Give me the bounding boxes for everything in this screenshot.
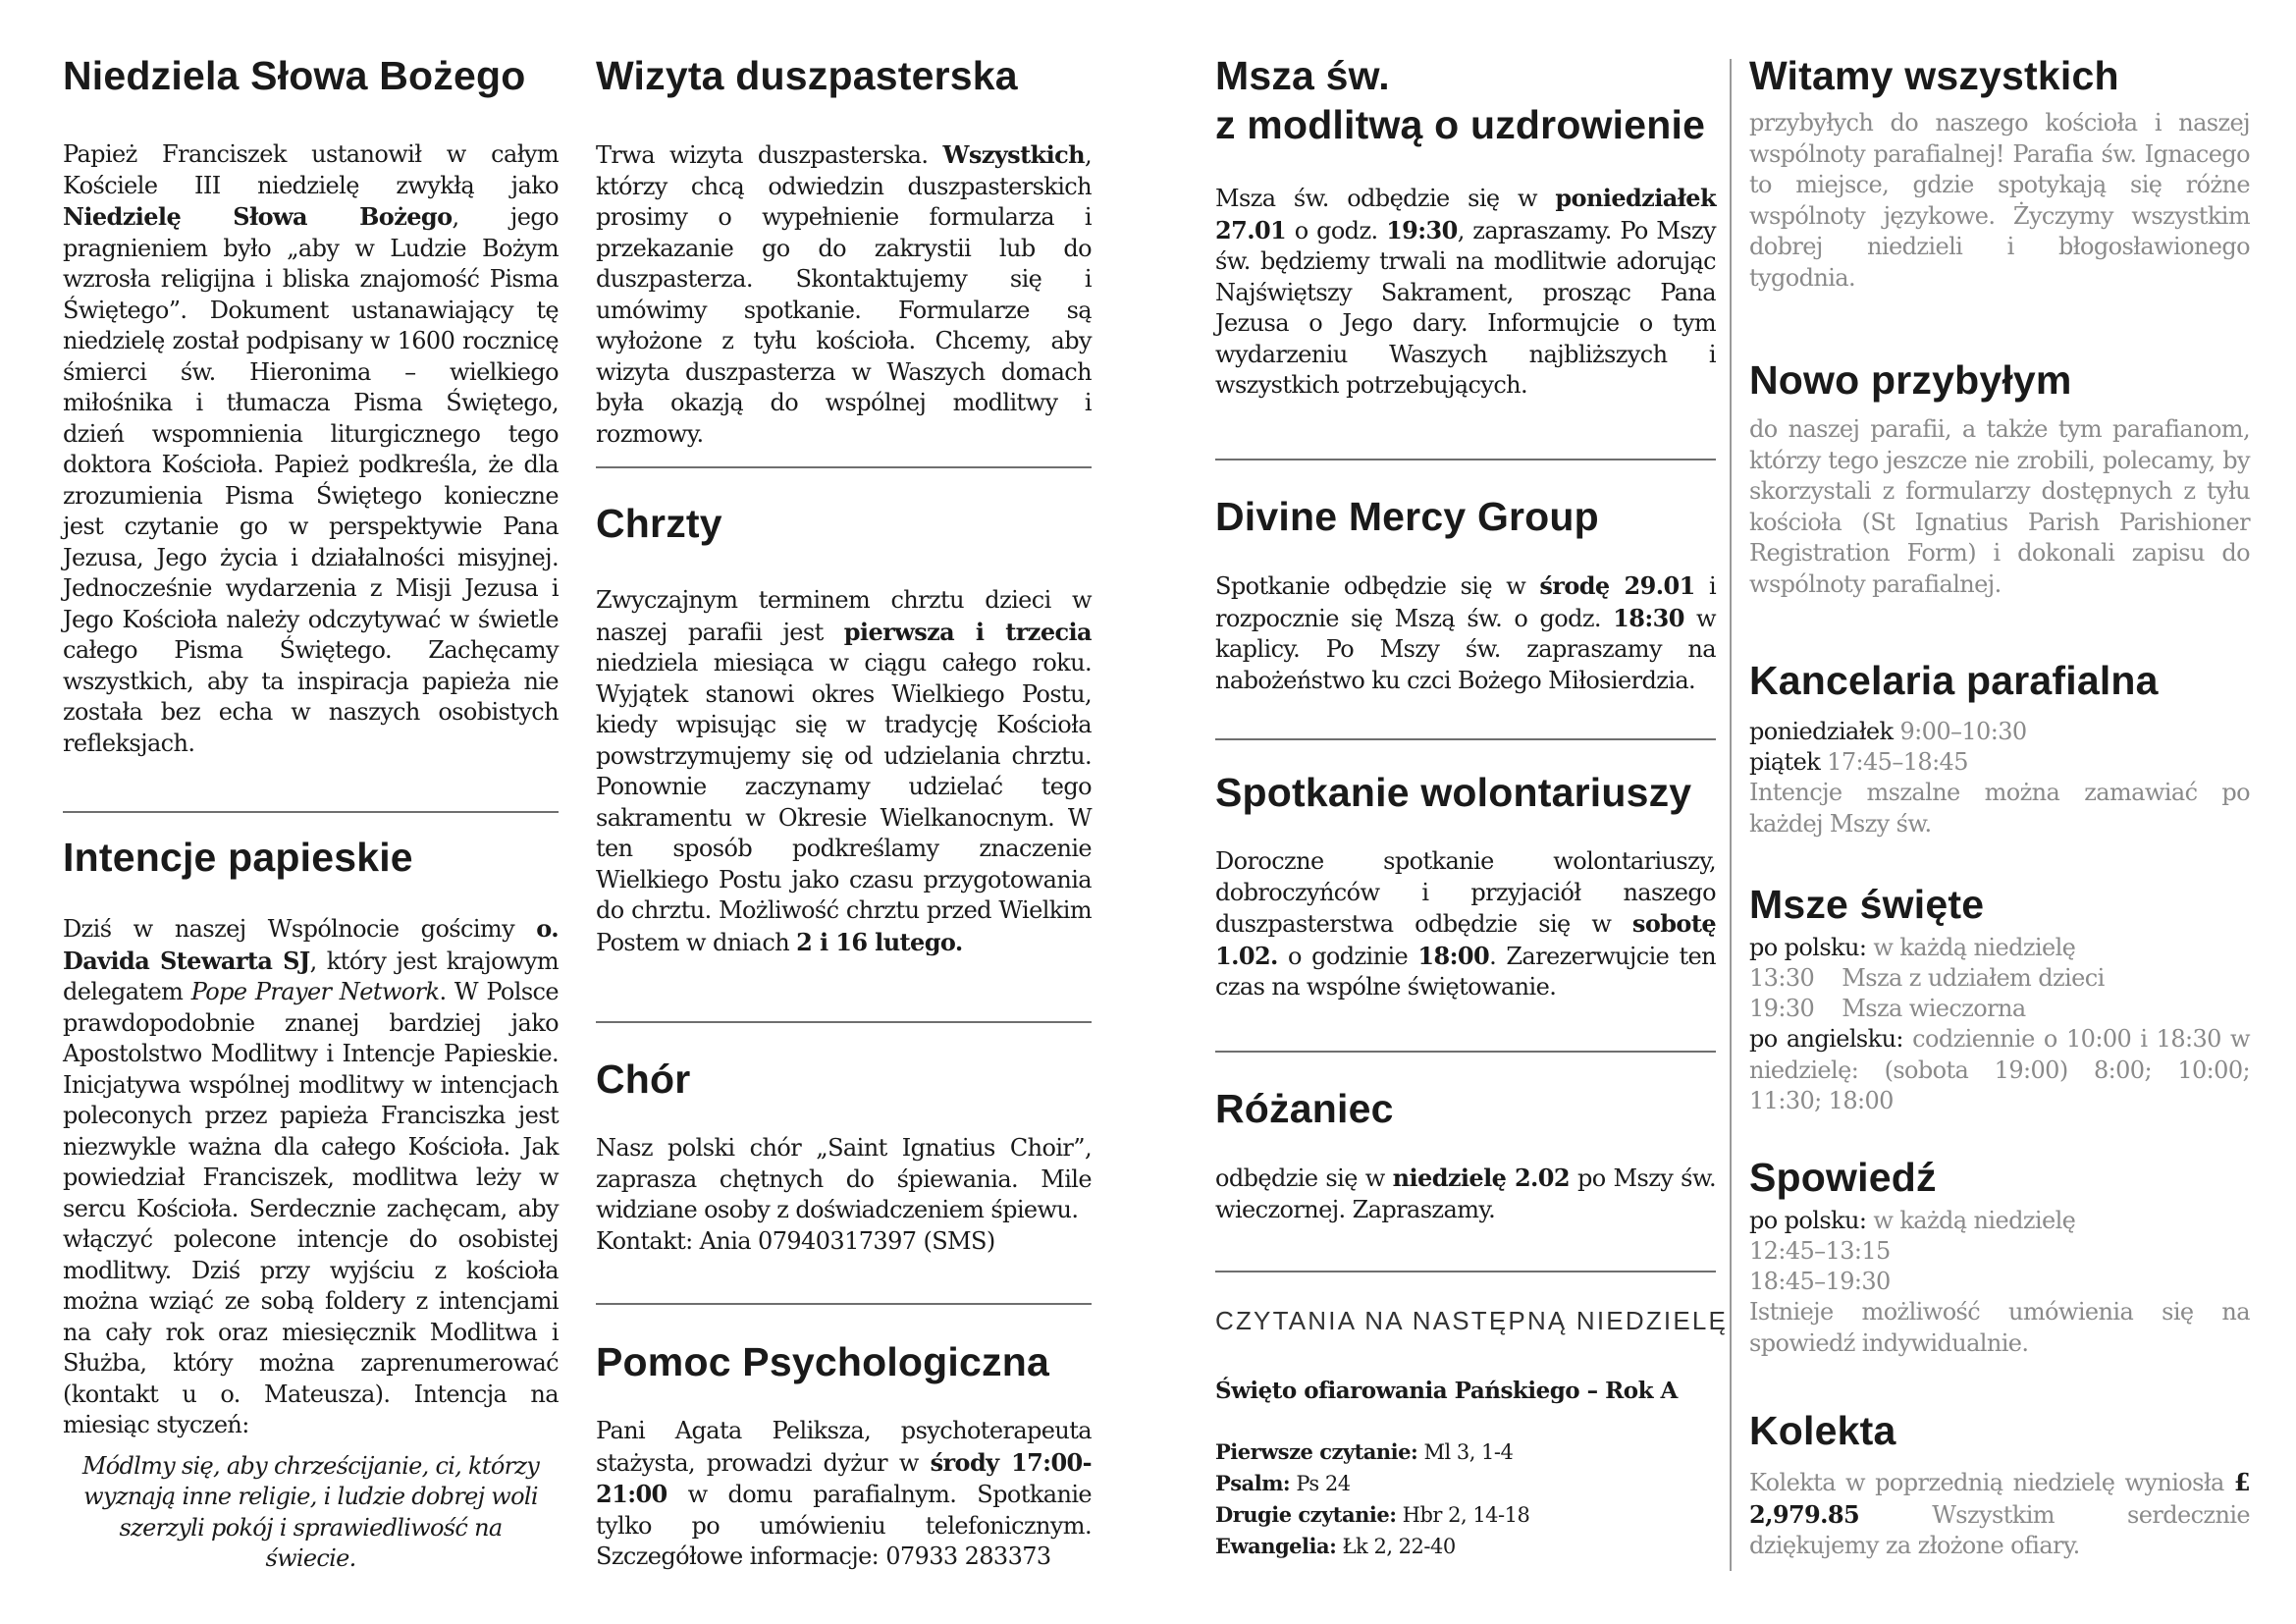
section-title: Spotkanie wolontariuszy (1215, 770, 1692, 815)
section-title: Witamy wszystkich (1749, 53, 2119, 98)
confession-time-2: 18:45–19:30 (1749, 1268, 1891, 1295)
section-title: Nowo przybyłym (1749, 357, 2072, 403)
divider (1215, 1051, 1716, 1053)
section-divine-mercy (1215, 492, 1716, 696)
mass-time-evening: 19:30 Msza wieczorna (1749, 995, 2026, 1022)
section-text: do naszej parafii, a także tym parafianom, którzy tego jeszcze nie zrobili, polecamy, by skorzystali z formularzy dostępnych z tyłu kościoła (St Ignatius Parish Parishioner Registration Form) i dokonali zapisu do wspólnoty parafialnej. (1749, 415, 2250, 598)
section-rozaniec (1215, 1084, 1716, 1225)
prayer-quote: Módlmy się, aby chrześcijanie, ci, którzy wyznają inne religie, i ludzie dobrej woli szerzyli pokój i sprawiedliwość na świecie. (81, 1451, 540, 1572)
section-text: Trwa wizyta duszpasterska. Wszystkich, którzy chcą odwiedzin duszpasterskich prosimy o wypełnienie formularza i przekazanie go do zakrystii lub do duszpasterza. Skontaktujemy się i umówimy spotkanie. Formularze są wyłożone z tyłu kościoła. Chcemy, aby wizyta duszpasterza w Waszych domach była okazją do wspólnej modlitwy i rozmowy. (596, 140, 1092, 448)
office-hours-friday: piątek 17:45–18:45 (1749, 748, 1968, 776)
section-title-line-2: z modlitwą o uzdrowienie (1215, 102, 1706, 147)
confession-note: Istnieje możliwość umówienia się na spowiedź indywidualnie. (1749, 1298, 2250, 1357)
section-msze-swiete (1749, 880, 2250, 1117)
section-text: Zwyczajnym terminem chrztu dzieci w naszej parafii jest pierwsza i trzecia niedziela miesiąca w ciągu całego roku. Wyjątek stanowi okres Wielkiego Postu, kiedy wpisując się w tradycję Kościoła powstrzymujemy się od udzielania chrztu. Ponownie zaczynamy udzielać tego sakramentu w Okresie Wielkanocnym. W ten sposób podkreślamy znaczenie Wielkiego Postu jako czasu przygotowania do chrztu. Możliwość chrztu przed Wielkim Postem w dniach 2 i 16 lutego. (596, 586, 1092, 956)
section-title: Chrzty (596, 501, 722, 546)
section-spowiedz (1749, 1153, 2250, 1359)
section-title: Kancelaria parafialna (1749, 658, 2159, 703)
section-wizyta-duszpasterska (596, 51, 1092, 450)
section-title-line-1: Msza św. (1215, 53, 1390, 98)
section-text: Kolekta w poprzednią niedzielę wyniosła £ 2,979.85 Wszystkim serdecznie dziękujemy za złożone ofiary. (1749, 1468, 2250, 1559)
section-text: Dziś w naszej Wspólnocie gościmy o. Davida Stewarta SJ, który jest krajowym delegatem Pope Prayer Network. W Polsce prawdopodobnie znanej bardziej jako Apostolstwo Modlitwy i Intencje Papieskie. Inicjatywa wspólnej modlitwy w intencjach poleconych przez papieża Franciszka jest niezwykle ważna dla całego Kościoła. Jak powiedział Franciszek, modlitwa leży w sercu Kościoła. Serdecznie zachęcam, aby włączyć polecone intencje do osobistej modlitwy. Dziś przy wyjściu z kościoła można wziąć ze sobą foldery z intencjami na cały rok oraz miesięcznik Modlitwa i Służba, który można zaprenumerować (kontakt u o. Mateusza). Intencja na miesiąc styczeń: (63, 914, 560, 1438)
section-kolekta (1749, 1406, 2250, 1562)
mass-time-children: 13:30 Msza z udziałem dzieci (1749, 964, 2105, 992)
divider (596, 1303, 1092, 1305)
section-kancelaria (1749, 656, 2250, 839)
polish-masses: po polsku: w każdą niedzielę (1749, 934, 2076, 961)
section-title: Divine Mercy Group (1215, 494, 1599, 539)
section-text: przybyłych do naszego kościoła i naszej wspólnoty parafialnej! Parafia św. Ignacego to miejsce, gdzie spotykają się różne wspólnoty językowe. Życzymy wszystkim dobrej niedzieli i błogosławionego tygodnia. (1749, 109, 2250, 292)
section-text: Spotkanie odbędzie się w środę 29.01 i rozpocznie się Mszą św. o godz. 18:30 w kaplicy. Po Mszy św. zapraszamy na nabożeństwo ku czci Bożego Miłosierdzia. (1215, 571, 1717, 694)
section-text: Doroczne spotkanie wolontariuszy, dobroczyńców i przyjaciół naszego duszpasterstwa odbędzie się w sobotę 1.02. o godzinie 18:00. Zarezerwujcie ten czas na wspólne świętowanie. (1215, 847, 1716, 1001)
section-pomoc-psychologiczna (596, 1337, 1092, 1573)
column-separator (1730, 59, 1732, 1571)
section-title: Kolekta (1749, 1408, 1896, 1453)
section-chor (596, 1055, 1092, 1257)
divider (596, 466, 1092, 468)
divider (596, 1021, 1092, 1023)
divider (1215, 459, 1716, 460)
readings-list (1215, 1436, 1716, 1562)
choir-contact: Kontakt: Ania 07940317397 (SMS) (596, 1226, 995, 1255)
section-title: Chór (596, 1056, 691, 1102)
section-text: Nasz polski chór „Saint Ignatius Choir”, zaprasza chętnych do śpiewania. Mile widziane osoby z doświadczeniem śpiewu. (596, 1134, 1092, 1223)
office-hours-monday: poniedziałek 9:00–10:30 (1749, 718, 2027, 745)
section-czytania (1215, 1306, 1729, 1562)
section-chrzty (596, 499, 1092, 958)
reading-1: Pierwsze czytanie: Ml 3, 1-4 (1215, 1439, 1514, 1464)
reading-3: Drugie czytanie: Hbr 2, 14-18 (1215, 1502, 1530, 1527)
mass-intentions-note: Intencje mszalne można zamawiać po każdej Mszy św. (1749, 779, 2250, 838)
confession-time-1: 12:45–13:15 (1749, 1237, 1891, 1265)
divider (1215, 1271, 1716, 1272)
feast-name: Święto ofiarowania Pańskiego – Rok A (1215, 1378, 1678, 1404)
section-title: Msze święte (1749, 882, 1985, 927)
confession-polish: po polsku: w każdą niedzielę (1749, 1207, 2076, 1234)
section-text: Papież Franciszek ustanowił w całym Kościele III niedzielę zwykłą jako Niedzielę Słowa Bożego, jego pragnieniem było „aby w Ludzie Bożym wzrosła religijna i bliska znajomość Pisma Świętego”. Dokument ustanawiający tę niedzielę został podpisany w 1600 rocznicę śmierci św. Hieronima – wielkiego miłośnika i tłumacza Pisma Świętego, dzień wspomnienia liturgicznego tego doktora Kościoła. Papież podkreśla, że dla zrozumienia Pisma Świętego konieczne jest czytanie go w perspektywie Pana Jezusa, Jego życia i działalności misyjnej. Jednocześnie wydarzenia z Misji Jezusa i Jego Kościoła należy odczytywać w świetle całego Pisma Świętego. Zachęcamy wszystkich, aby ta inspiracja papieża nie została bez echa w naszych osobistych refleksjach. (63, 140, 559, 757)
section-title: Wizyta duszpasterska (596, 53, 1018, 98)
readings-heading: CZYTANIA NA NASTĘPNĄ NIEDZIELĘ (1215, 1306, 1729, 1335)
section-msza-uzdrowienie (1215, 51, 1716, 402)
divider (1215, 738, 1716, 740)
section-witamy (1749, 51, 2250, 294)
section-title: Niedziela Słowa Bożego (63, 53, 526, 98)
section-text: Pani Agata Peliksza, psychoterapeuta stażysta, prowadzi dyżur w środy 17:00-21:00 w domu parafialnym. Spotkanie tylko po umówieniu telefonicznym. Szczegółowe informacje: 07933 283373 (596, 1417, 1092, 1570)
section-nowo-przybylym (1749, 355, 2250, 600)
section-wolontariusze (1215, 768, 1716, 1003)
section-intencje-papieskie (63, 833, 559, 1575)
divider (63, 811, 559, 813)
english-masses: po angielsku: codziennie o 10:00 i 18:30 w niedzielę: (sobota 19:00) 8:00; 10:00; 11:30; 18:00 (1749, 1025, 2250, 1114)
section-niedziela-slowa-bozego (63, 51, 559, 759)
section-text: Msza św. odbędzie się w poniedziałek 27.01 o godz. 19:30, zapraszamy. Po Mszy św. będziemy trwali na modlitwie adorując Najświętszy Sakrament, prosząc Pana Jezusa o Jego dary. Informujcie o tym wydarzeniu Waszych najbliższych i wszystkich potrzebujących. (1215, 184, 1717, 399)
section-text: odbędzie się w niedzielę 2.02 po Mszy św. wieczornej. Zapraszamy. (1215, 1164, 1717, 1223)
section-title: Spowiedź (1749, 1155, 1937, 1200)
section-title: Różaniec (1215, 1086, 1394, 1131)
reading-2: Psalm: Ps 24 (1215, 1471, 1351, 1495)
section-title: Pomoc Psychologiczna (596, 1339, 1049, 1384)
section-title: Intencje papieskie (63, 835, 413, 880)
reading-4: Ewangelia: Łk 2, 22-40 (1215, 1534, 1456, 1558)
